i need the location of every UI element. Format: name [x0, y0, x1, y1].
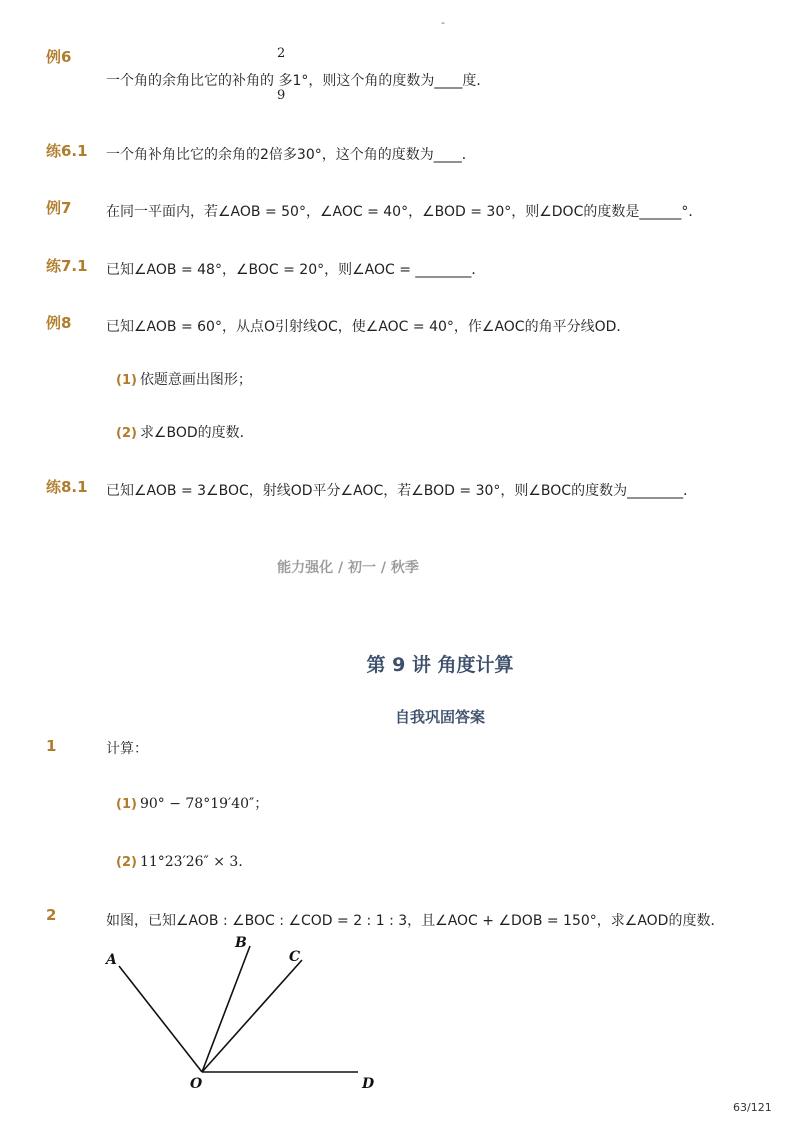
- fraction-denominator: 9: [277, 88, 286, 103]
- point-label-O: O: [190, 1076, 203, 1092]
- page-footer: 能力强化 / 初一 / 秋季: [277, 560, 419, 576]
- sub-item-text: 依题意画出图形；: [139, 372, 252, 388]
- example-7-text: 在同一平面内，若∠AOB = 50°，∠AOC = 40°，∠BOD = 30°，则∠DOC的度数是______°．: [106, 204, 703, 220]
- example-6-label: 例6: [46, 48, 72, 66]
- example-6-text: 一个角的余角比它的补角的 多1°，则这个角的度数为____度．: [106, 73, 491, 89]
- point-label-A: A: [106, 952, 117, 968]
- lecture-title: 第 9 讲 角度计算: [366, 654, 514, 676]
- sub-item-text: 11°23′26″ × 3．: [139, 854, 253, 870]
- sub-item-text: 90° − 78°19′40″；: [139, 796, 269, 812]
- page-number: 63/121: [733, 1101, 772, 1114]
- section-title: 自我巩固答案: [394, 708, 485, 726]
- sub-item-label: (2): [116, 426, 137, 441]
- practice-8-1-label: 练8.1: [46, 478, 88, 496]
- question-1-text: 计算：: [106, 741, 148, 757]
- sub-item-label: (2): [116, 855, 137, 870]
- top-mark: -: [441, 16, 445, 29]
- sub-item-text: 求∠BOD的度数．: [139, 425, 254, 441]
- fraction-numerator: 2: [277, 46, 286, 61]
- question-1-label: 1: [46, 737, 57, 755]
- practice-7-1-label: 练7.1: [46, 257, 88, 275]
- point-label-B: B: [235, 935, 247, 951]
- example-8-label: 例8: [46, 314, 72, 332]
- ray-OC: [202, 960, 302, 1072]
- question-2-text: 如图，已知∠AOB : ∠BOC : ∠COD = 2 : 1 : 3，且∠AOC + ∠DOB = 150°，求∠AOD的度数．: [106, 913, 725, 929]
- example-8-text: 已知∠AOB = 60°，从点O引射线OC，使∠AOC = 40°，作∠AOC的角平分线OD．: [106, 319, 631, 335]
- practice-8-1-text: 已知∠AOB = 3∠BOC，射线OD平分∠AOC，若∠BOD = 30°，则∠BOC的度数为________．: [106, 483, 698, 499]
- practice-6-1-text: 一个角补角比它的余角的2倍多30°，这个角的度数为____．: [106, 147, 476, 163]
- point-label-D: D: [362, 1076, 375, 1092]
- ray-OB: [202, 946, 250, 1072]
- ray-OA: [119, 966, 202, 1072]
- sub-item-label: (1): [116, 373, 137, 388]
- sub-item-label: (1): [116, 797, 137, 812]
- practice-6-1-label: 练6.1: [46, 142, 88, 160]
- point-label-C: C: [289, 949, 301, 965]
- example-7-label: 例7: [46, 199, 72, 217]
- question-2-label: 2: [46, 906, 57, 924]
- practice-7-1-text: 已知∠AOB = 48°，∠BOC = 20°，则∠AOC = ________．: [106, 262, 486, 278]
